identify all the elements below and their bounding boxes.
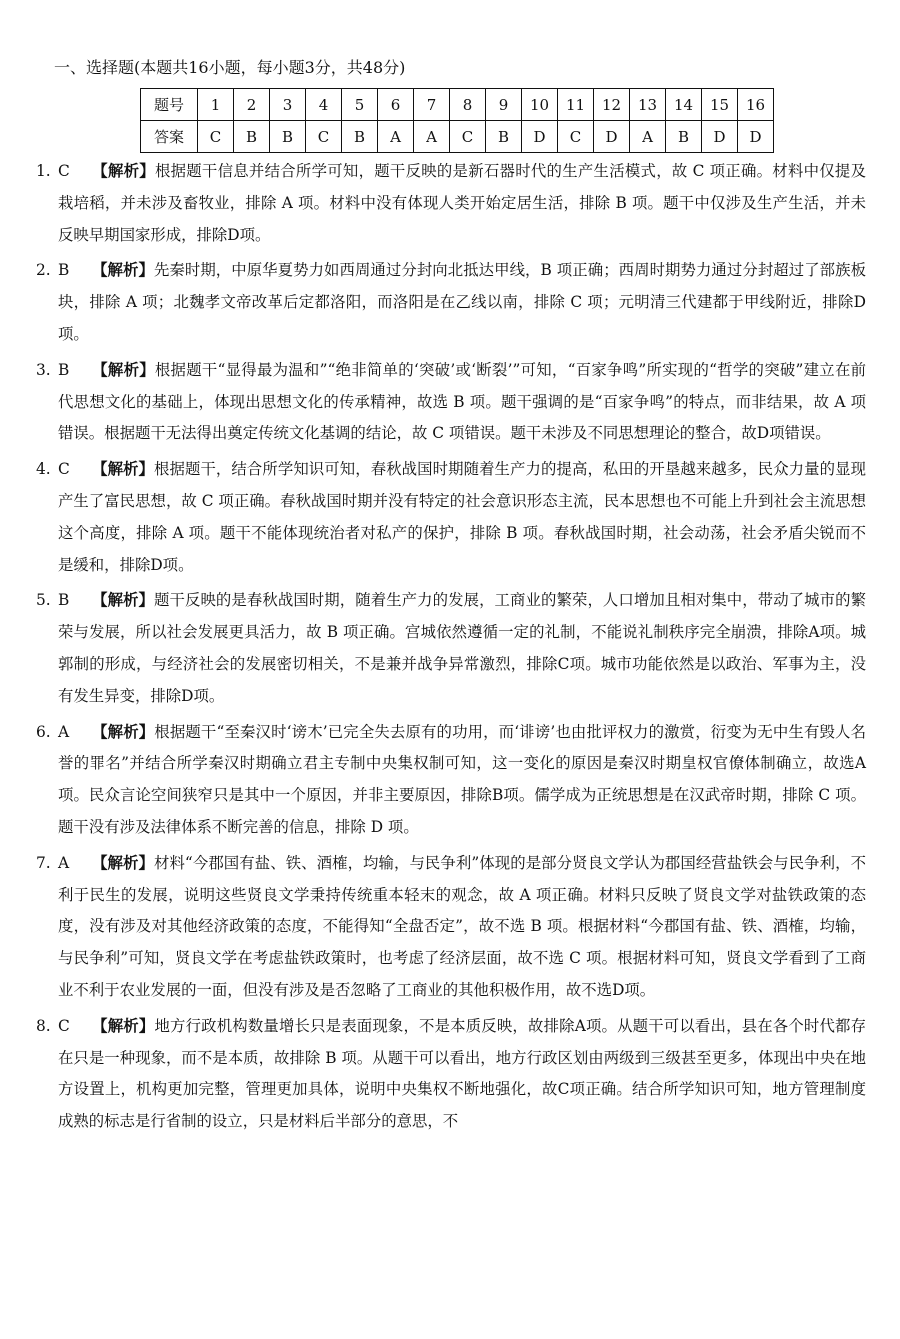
explanation-tag: 【解析】 [92,460,155,479]
explanation-tag: 【解析】 [92,261,154,280]
question-number: 7 [414,89,450,121]
table-header-answer: 答案 [141,121,198,153]
explanation-item [36,355,866,450]
answer-letter: C [450,121,486,153]
question-number: 12 [594,89,630,121]
question-number: 13 [630,89,666,121]
explanation-text: 根据题干信息并结合所学可知，题干反映的是新石器时代的生产生活模式，故 C 项正确。材料中仅提及栽培稻，并未涉及畜牧业，排除 A 项。材料中没有体现人类开始定居生活，排除 B 项。题干中仅涉及生产生活，并未反映早期国家形成，排除D项。 [58,162,866,244]
item-number: 5. [36,591,51,610]
answer-letter: B [270,121,306,153]
item-number: 8. [36,1016,51,1035]
answer-letter: D [738,121,774,153]
answer-letter: B [486,121,522,153]
explanation-item [36,848,866,1007]
item-answer: C [58,460,70,479]
explanation-text: 根据题干，结合所学知识可知，春秋战国时期随着生产力的提高，私田的开垦越来越多，民众力量的显现产生了富民思想，故 C 项正确。春秋战国时期并没有特定的社会意识形态主流，民本思想也不可能上升到社会主流思想这个高度，排除 A 项。题干不能体现统治者对私产的保护，排除 B 项。春秋战国时期，社会动荡，社会矛盾尖锐而不是缓和，排除D项。 [58,460,866,574]
item-answer: B [58,360,70,379]
item-answer: C [58,1016,70,1035]
explanation-text: 题干反映的是春秋战国时期，随着生产力的发展，工商业的繁荣，人口增加且相对集中，带动了城市的繁荣与发展，所以社会发展更具活力，故 B 项正确。宫城依然遵循一定的礼制，不能说礼制秩序完全崩溃，排除A项。城郭制的形成，与经济社会的发展密切相关，不是兼并战争异常激烈，排除C项。城市功能依然是以政治、军事为主，没有发生异变，排除D项。 [58,591,866,705]
explanation-text: 根据题干“显得最为温和”“绝非简单的‘突破’或‘断裂’”可知，“百家争鸣”所实现的“哲学的突破”建立在前代思想文化的基础上，体现出思想文化的传承精神，故选 B 项。题干强调的是“百家争鸣”的特点，而非结果，故 A 项错误。根据题干无法得出奠定传统文化基调的结论，故 C 项错误。题干未涉及不同思想理论的整合，故D项错误。 [58,360,866,443]
explanation-text: 根据题干“至秦汉时‘谤木’已完全失去原有的功用，而‘诽谤’也由批评权力的激赏，衍变为无中生有毁人名誉的罪名”并结合所学秦汉时期确立君主专制中央集权制可知，这一变化的原因是秦汉时期皇权官僚体制确立，故选A项。民众言论空间狭窄只是其中一个原因，并非主要原因，排除B项。儒学成为正统思想是在汉武帝时期，排除 C 项。题干没有涉及法律体系不断完善的信息，排除 D 项。 [58,722,866,836]
item-number: 2. [36,261,51,280]
explanation-text: 材料“今郡国有盐、铁、酒榷，均输，与民争利”体现的是部分贤良文学认为郡国经营盐铁会与民争利，不利于民生的发展，说明这些贤良文学秉持传统重本轻末的观念，故 A 项正确。材料只反映了贤良文学对盐铁政策的态度，没有涉及对其他经济政策的态度，不能得知“全盘否定”，故不选 B 项。根据材料“今郡国有盐、铁、酒榷，均输，与民争利”可知，贤良文学在考虑盐铁政策时，也考虑了经济层面，故不选 C 项。根据材料可知，贤良文学看到了工商业不利于农业发展的一面，但没有涉及是否忽略了工商业的其他积极作用，故不选D项。 [58,853,866,999]
question-number: 9 [486,89,522,121]
answer-letter: C [558,121,594,153]
explanation-tag: 【解析】 [92,360,155,379]
question-number: 5 [342,89,378,121]
explanation-tag: 【解析】 [92,853,154,872]
item-number: 4. [36,460,51,479]
question-number: 3 [270,89,306,121]
explanation-item [36,585,866,712]
explanation-text: 先秦时期，中原华夏势力如西周通过分封向北抵达甲线，B 项正确；西周时期势力通过分封超过了部族板块，排除 A 项；北魏孝文帝改革后定都洛阳，而洛阳是在乙线以南，排除 C 项；元明清三代建都于甲线附近，排除D项。 [58,261,866,343]
question-number: 14 [666,89,702,121]
explanation-tag: 【解析】 [92,1016,155,1035]
question-number: 6 [378,89,414,121]
item-number: 1. [36,162,51,180]
explanation-item [36,717,866,844]
item-answer: C [58,162,70,180]
explanation-tag: 【解析】 [92,722,155,741]
explanation-item [36,454,866,581]
answer-letter: A [378,121,414,153]
question-number: 11 [558,89,594,121]
answer-letter: A [414,121,450,153]
answer-table [140,88,774,153]
item-answer: B [58,261,70,280]
answer-table-answer-row [141,121,774,153]
answer-table-number-row [141,89,774,121]
answer-letter: B [666,121,702,153]
explanation-item [36,255,866,350]
answer-letter: C [198,121,234,153]
item-answer: B [58,591,70,610]
item-number: 3. [36,360,51,379]
answer-letter: B [234,121,270,153]
item-number: 6. [36,722,51,741]
item-answer: A [58,722,70,741]
table-header-number: 题号 [141,89,198,121]
explanation-text: 地方行政机构数量增长只是表面现象，不是本质反映，故排除A项。从题干可以看出，县在各个时代都存在只是一种现象，而不是本质，故排除 B 项。从题干可以看出，地方行政区划由两级到三级甚至更多，体现出中央在地方设置上，机构更加完整，管理更加具体，说明中央集权不断地强化，故C项正确。结合所学知识可知，地方管理制度成熟的标志是行省制的设立，只是材料后半部分的意思，不 [58,1016,866,1131]
answer-letter: B [342,121,378,153]
question-number: 10 [522,89,558,121]
explanations-list [36,156,866,1142]
explanation-item [36,156,866,251]
answer-letter: A [630,121,666,153]
item-answer: A [58,853,70,872]
question-number: 15 [702,89,738,121]
section-title: 一、选择题(本题共16小题，每小题3分，共48分) [54,58,406,77]
question-number: 4 [306,89,342,121]
question-number: 2 [234,89,270,121]
question-number: 8 [450,89,486,121]
explanation-tag: 【解析】 [92,162,155,180]
item-number: 7. [36,853,51,872]
question-number: 16 [738,89,774,121]
question-number: 1 [198,89,234,121]
answer-letter: D [522,121,558,153]
answer-letter: C [306,121,342,153]
answer-letter: D [594,121,630,153]
explanation-tag: 【解析】 [92,591,155,610]
explanation-item [36,1011,866,1138]
answer-letter: D [702,121,738,153]
